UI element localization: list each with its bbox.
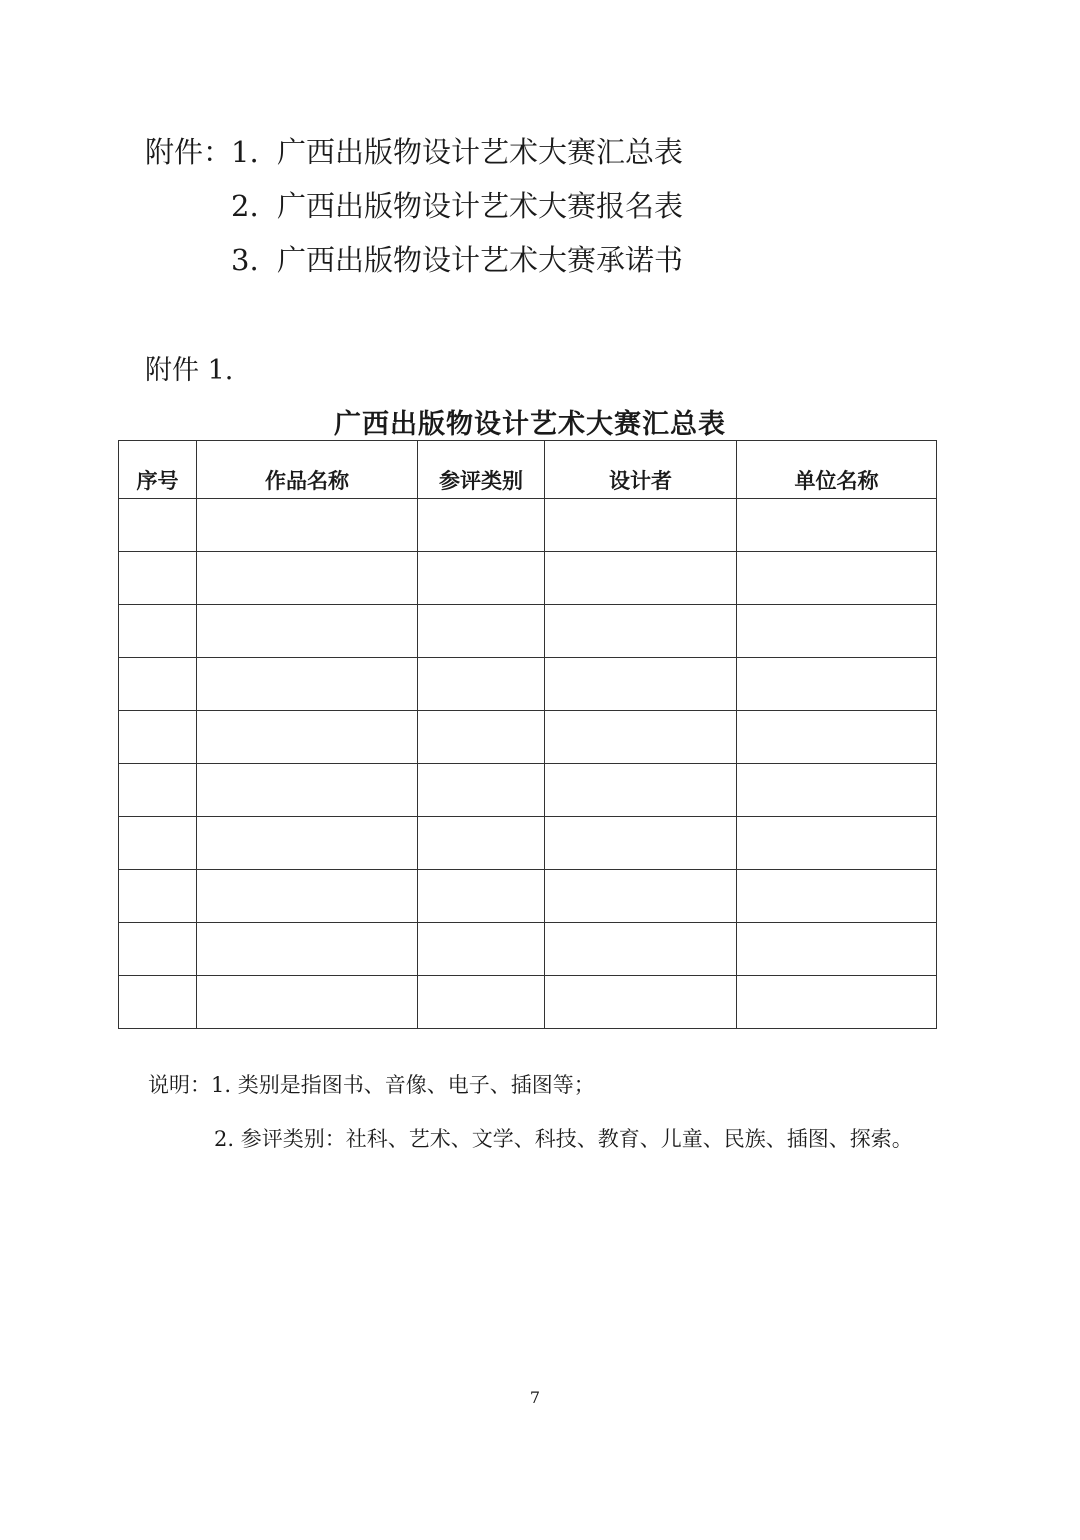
- header-unit-name: 单位名称: [737, 441, 937, 499]
- table-cell: [119, 976, 197, 1029]
- table-cell: [197, 658, 418, 711]
- table-cell: [545, 764, 737, 817]
- table-cell: [119, 711, 197, 764]
- table-cell: [119, 605, 197, 658]
- table-cell: [197, 870, 418, 923]
- table-cell: [737, 764, 937, 817]
- table-row: [119, 499, 937, 552]
- attachment-number: 2.: [231, 189, 259, 223]
- table-row: [119, 817, 937, 870]
- table-cell: [119, 499, 197, 552]
- table-cell: [418, 764, 545, 817]
- header-designer: 设计者: [545, 441, 737, 499]
- table-row: [119, 552, 937, 605]
- table-cell: [545, 711, 737, 764]
- table-cell: [545, 976, 737, 1029]
- attachment-number: 3.: [231, 243, 259, 277]
- table-cell: [418, 923, 545, 976]
- table-cell: [418, 499, 545, 552]
- note-line-2: [148, 1112, 913, 1166]
- table-body: [119, 499, 937, 1029]
- attachment-prefix: 附件：: [145, 135, 233, 169]
- table-cell: [737, 605, 937, 658]
- attachment-number: 1.: [231, 135, 259, 169]
- table-cell: [418, 552, 545, 605]
- note-line-1: [148, 1058, 913, 1112]
- table-header-row: [119, 441, 937, 499]
- table-cell: [737, 923, 937, 976]
- attachment-item-1: [145, 125, 683, 179]
- table-cell: [119, 870, 197, 923]
- table-cell: [737, 870, 937, 923]
- attachment-title: 广西出版物设计艺术大赛汇总表: [277, 135, 684, 169]
- table-cell: [197, 764, 418, 817]
- table-cell: [545, 605, 737, 658]
- table-cell: [418, 817, 545, 870]
- table-cell: [545, 817, 737, 870]
- table-cell: [197, 923, 418, 976]
- table-cell: [418, 976, 545, 1029]
- attachment-item-2: [145, 179, 683, 233]
- table-cell: [418, 605, 545, 658]
- page-number: 7: [529, 1388, 541, 1407]
- table-row: [119, 605, 937, 658]
- attachment-item-3: [145, 233, 683, 287]
- table-cell: [119, 923, 197, 976]
- table-cell: [737, 976, 937, 1029]
- attachment-list: [145, 125, 683, 287]
- table-cell: [119, 764, 197, 817]
- header-work-name: 作品名称: [197, 441, 418, 499]
- table-cell: [197, 817, 418, 870]
- header-serial-number: 序号: [119, 441, 197, 499]
- table-cell: [545, 923, 737, 976]
- table-cell: [197, 605, 418, 658]
- table-cell: [197, 552, 418, 605]
- table-row: [119, 870, 937, 923]
- attachment-section-label: 附件 1.: [145, 355, 234, 386]
- table-row: [119, 764, 937, 817]
- table-cell: [197, 499, 418, 552]
- table-row: [119, 658, 937, 711]
- note-text-1: 1. 类别是指图书、音像、电子、插图等；: [211, 1073, 595, 1097]
- table-cell: [418, 711, 545, 764]
- table-cell: [545, 499, 737, 552]
- note-prefix: 说明：: [148, 1073, 211, 1097]
- table-cell: [119, 658, 197, 711]
- note-text-2: 2. 参评类别：社科、艺术、文学、科技、教育、儿童、民族、插图、探索。: [214, 1127, 913, 1151]
- table-cell: [545, 552, 737, 605]
- table-title: 广西出版物设计艺术大赛汇总表: [334, 409, 726, 440]
- table-cell: [545, 658, 737, 711]
- table-cell: [737, 552, 937, 605]
- table-cell: [737, 817, 937, 870]
- table-cell: [418, 658, 545, 711]
- table-row: [119, 976, 937, 1029]
- table-cell: [197, 711, 418, 764]
- table-cell: [737, 658, 937, 711]
- summary-table: [118, 440, 937, 1029]
- table-cell: [418, 870, 545, 923]
- table-cell: [119, 552, 197, 605]
- attachment-title: 广西出版物设计艺术大赛承诺书: [277, 243, 684, 277]
- notes: [148, 1058, 913, 1166]
- table-cell: [545, 870, 737, 923]
- header-category: 参评类别: [418, 441, 545, 499]
- table-cell: [737, 499, 937, 552]
- table-cell: [197, 976, 418, 1029]
- attachment-title: 广西出版物设计艺术大赛报名表: [277, 189, 684, 223]
- table-row: [119, 711, 937, 764]
- table-cell: [737, 711, 937, 764]
- table-cell: [119, 817, 197, 870]
- table-row: [119, 923, 937, 976]
